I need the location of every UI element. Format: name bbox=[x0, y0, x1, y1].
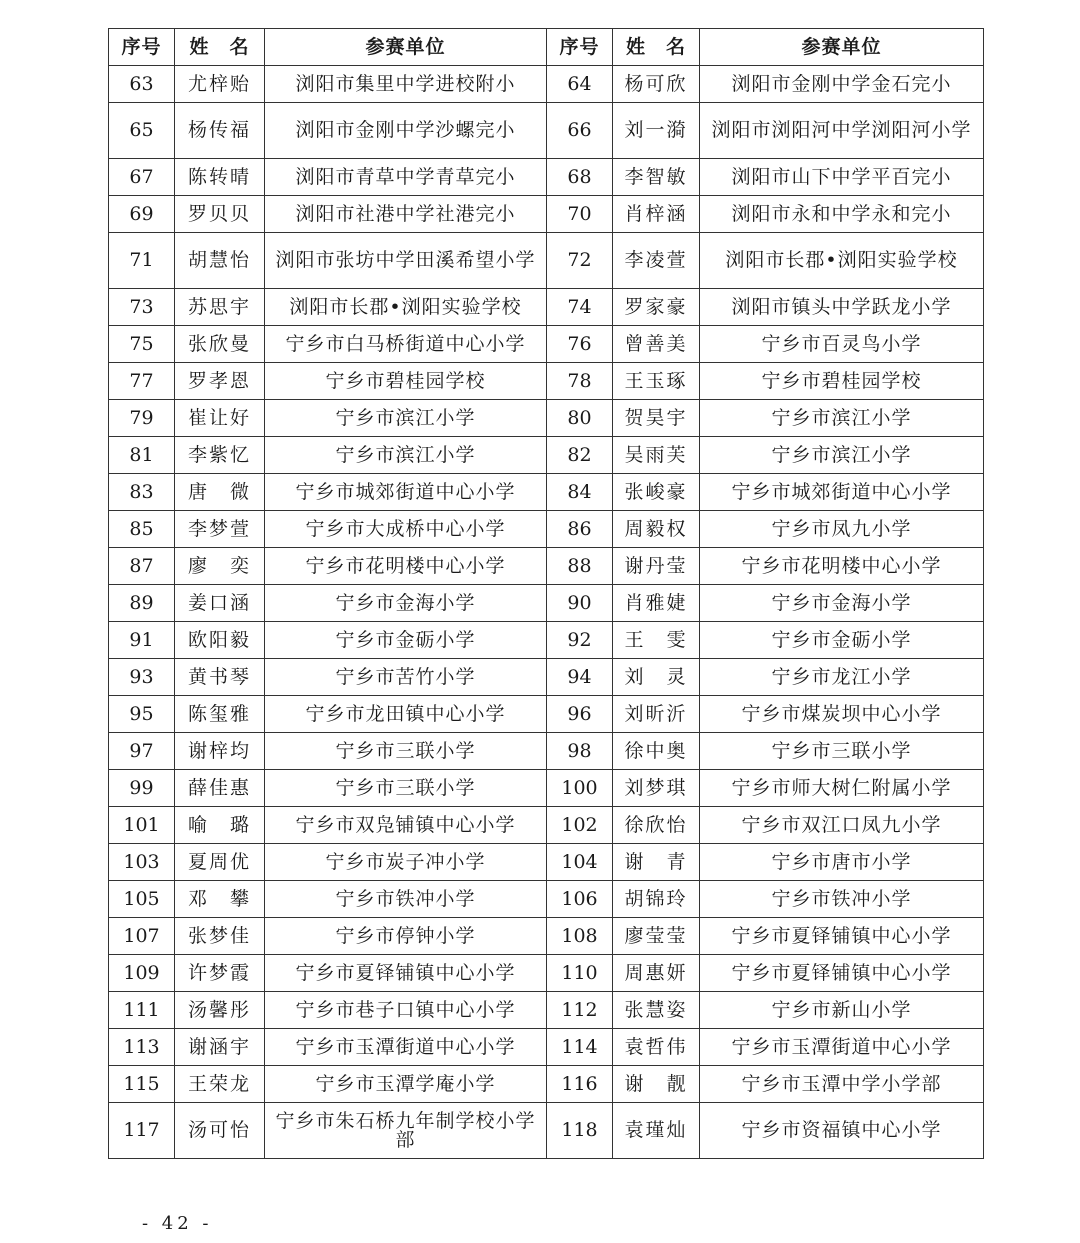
entry-number: 108 bbox=[547, 918, 613, 955]
entry-name: 崔让好 bbox=[175, 400, 265, 437]
header-name: 姓 名 bbox=[175, 29, 265, 66]
entry-unit: 浏阳市浏阳河中学浏阳河小学 bbox=[700, 103, 984, 159]
entry-unit: 宁乡市唐市小学 bbox=[700, 844, 984, 881]
entry-number: 71 bbox=[109, 233, 175, 289]
table-row bbox=[109, 955, 984, 992]
entry-name: 邓 攀 bbox=[175, 881, 265, 918]
header-name: 姓 名 bbox=[613, 29, 700, 66]
entry-name: 欧阳毅 bbox=[175, 622, 265, 659]
entry-unit: 宁乡市夏铎铺镇中心小学 bbox=[700, 955, 984, 992]
entry-number: 118 bbox=[547, 1103, 613, 1159]
entry-number: 82 bbox=[547, 437, 613, 474]
header-unit: 参赛单位 bbox=[265, 29, 547, 66]
entry-unit: 宁乡市玉潭街道中心小学 bbox=[700, 1029, 984, 1066]
entry-unit: 宁乡市夏铎铺镇中心小学 bbox=[700, 918, 984, 955]
entry-unit: 浏阳市青草中学青草完小 bbox=[265, 159, 547, 196]
entry-name: 徐欣怡 bbox=[613, 807, 700, 844]
entry-name: 汤可怡 bbox=[175, 1103, 265, 1159]
entry-number: 96 bbox=[547, 696, 613, 733]
entry-number: 93 bbox=[109, 659, 175, 696]
entry-number: 73 bbox=[109, 289, 175, 326]
entry-name: 杨传福 bbox=[175, 103, 265, 159]
entry-name: 李紫忆 bbox=[175, 437, 265, 474]
entry-name: 谢 青 bbox=[613, 844, 700, 881]
entry-unit: 宁乡市三联小学 bbox=[265, 733, 547, 770]
entry-name: 刘 灵 bbox=[613, 659, 700, 696]
entry-number: 114 bbox=[547, 1029, 613, 1066]
entry-number: 113 bbox=[109, 1029, 175, 1066]
entry-number: 72 bbox=[547, 233, 613, 289]
entry-number: 112 bbox=[547, 992, 613, 1029]
entry-name: 张慧姿 bbox=[613, 992, 700, 1029]
table-row bbox=[109, 400, 984, 437]
entry-name: 周惠妍 bbox=[613, 955, 700, 992]
header-no: 序号 bbox=[109, 29, 175, 66]
entry-unit: 浏阳市长郡•浏阳实验学校 bbox=[700, 233, 984, 289]
entry-unit: 宁乡市煤炭坝中心小学 bbox=[700, 696, 984, 733]
entry-unit: 浏阳市镇头中学跃龙小学 bbox=[700, 289, 984, 326]
entry-number: 81 bbox=[109, 437, 175, 474]
entry-unit: 宁乡市滨江小学 bbox=[265, 437, 547, 474]
entry-name: 罗孝恩 bbox=[175, 363, 265, 400]
entry-name: 张梦佳 bbox=[175, 918, 265, 955]
entry-name: 李智敏 bbox=[613, 159, 700, 196]
entry-number: 94 bbox=[547, 659, 613, 696]
entry-unit: 宁乡市铁冲小学 bbox=[700, 881, 984, 918]
entry-name: 王玉琢 bbox=[613, 363, 700, 400]
entry-unit: 浏阳市社港中学社港完小 bbox=[265, 196, 547, 233]
entry-number: 66 bbox=[547, 103, 613, 159]
entry-unit: 宁乡市玉潭学庵小学 bbox=[265, 1066, 547, 1103]
entry-number: 106 bbox=[547, 881, 613, 918]
entry-name: 吴雨芙 bbox=[613, 437, 700, 474]
table-row bbox=[109, 918, 984, 955]
entry-unit: 浏阳市长郡•浏阳实验学校 bbox=[265, 289, 547, 326]
entry-name: 胡锦玲 bbox=[613, 881, 700, 918]
entry-unit: 宁乡市花明楼中心小学 bbox=[265, 548, 547, 585]
header-unit: 参赛单位 bbox=[700, 29, 984, 66]
entry-number: 79 bbox=[109, 400, 175, 437]
entry-name: 尤梓贻 bbox=[175, 66, 265, 103]
entry-unit: 宁乡市炭子冲小学 bbox=[265, 844, 547, 881]
entry-unit: 宁乡市新山小学 bbox=[700, 992, 984, 1029]
entry-number: 116 bbox=[547, 1066, 613, 1103]
entry-number: 83 bbox=[109, 474, 175, 511]
entry-name: 袁哲伟 bbox=[613, 1029, 700, 1066]
table-row bbox=[109, 659, 984, 696]
entry-name: 黄书琴 bbox=[175, 659, 265, 696]
entry-number: 74 bbox=[547, 289, 613, 326]
entry-name: 陈转晴 bbox=[175, 159, 265, 196]
entry-unit: 宁乡市双凫铺镇中心小学 bbox=[265, 807, 547, 844]
table-row bbox=[109, 770, 984, 807]
entry-number: 65 bbox=[109, 103, 175, 159]
entry-name: 肖雅婕 bbox=[613, 585, 700, 622]
entry-unit: 浏阳市集里中学进校附小 bbox=[265, 66, 547, 103]
entry-name: 杨可欣 bbox=[613, 66, 700, 103]
entry-name: 王荣龙 bbox=[175, 1066, 265, 1103]
entry-name: 刘梦琪 bbox=[613, 770, 700, 807]
entry-number: 84 bbox=[547, 474, 613, 511]
entry-name: 汤馨彤 bbox=[175, 992, 265, 1029]
entry-name: 贺昊宇 bbox=[613, 400, 700, 437]
entry-unit: 宁乡市城郊街道中心小学 bbox=[265, 474, 547, 511]
entry-name: 李梦萱 bbox=[175, 511, 265, 548]
table-row bbox=[109, 511, 984, 548]
entry-number: 76 bbox=[547, 326, 613, 363]
entry-unit: 宁乡市龙江小学 bbox=[700, 659, 984, 696]
entry-unit: 宁乡市龙田镇中心小学 bbox=[265, 696, 547, 733]
table-row bbox=[109, 1103, 984, 1159]
entry-unit: 浏阳市张坊中学田溪希望小学 bbox=[265, 233, 547, 289]
entry-unit: 宁乡市花明楼中心小学 bbox=[700, 548, 984, 585]
table-row bbox=[109, 289, 984, 326]
table-row bbox=[109, 696, 984, 733]
entry-number: 88 bbox=[547, 548, 613, 585]
entry-unit: 浏阳市金刚中学金石完小 bbox=[700, 66, 984, 103]
entry-unit: 宁乡市夏铎铺镇中心小学 bbox=[265, 955, 547, 992]
entry-unit: 宁乡市苦竹小学 bbox=[265, 659, 547, 696]
entry-name: 夏周优 bbox=[175, 844, 265, 881]
table-header-row bbox=[109, 29, 984, 66]
entry-number: 86 bbox=[547, 511, 613, 548]
entry-unit: 宁乡市碧桂园学校 bbox=[265, 363, 547, 400]
entry-number: 68 bbox=[547, 159, 613, 196]
entry-name: 罗贝贝 bbox=[175, 196, 265, 233]
entry-unit: 宁乡市百灵鸟小学 bbox=[700, 326, 984, 363]
entry-unit: 浏阳市金刚中学沙螺完小 bbox=[265, 103, 547, 159]
entry-number: 101 bbox=[109, 807, 175, 844]
entry-number: 100 bbox=[547, 770, 613, 807]
entry-number: 80 bbox=[547, 400, 613, 437]
entry-unit: 宁乡市金海小学 bbox=[700, 585, 984, 622]
entry-number: 92 bbox=[547, 622, 613, 659]
entry-name: 谢涵宇 bbox=[175, 1029, 265, 1066]
entry-number: 70 bbox=[547, 196, 613, 233]
entry-number: 99 bbox=[109, 770, 175, 807]
table-row bbox=[109, 807, 984, 844]
entry-name: 刘一漪 bbox=[613, 103, 700, 159]
table-row bbox=[109, 103, 984, 159]
entry-number: 64 bbox=[547, 66, 613, 103]
entry-name: 胡慧怡 bbox=[175, 233, 265, 289]
entry-number: 104 bbox=[547, 844, 613, 881]
entry-unit: 宁乡市资福镇中心小学 bbox=[700, 1103, 984, 1159]
entry-name: 王 雯 bbox=[613, 622, 700, 659]
entry-unit: 宁乡市大成桥中心小学 bbox=[265, 511, 547, 548]
entry-number: 111 bbox=[109, 992, 175, 1029]
table-row bbox=[109, 437, 984, 474]
entry-unit: 宁乡市朱石桥九年制学校小学部 bbox=[265, 1103, 547, 1159]
table-row bbox=[109, 159, 984, 196]
entry-name: 肖梓涵 bbox=[613, 196, 700, 233]
entry-name: 许梦霞 bbox=[175, 955, 265, 992]
entry-number: 67 bbox=[109, 159, 175, 196]
table-row bbox=[109, 844, 984, 881]
entry-name: 徐中奥 bbox=[613, 733, 700, 770]
entry-name: 苏思宇 bbox=[175, 289, 265, 326]
table-row bbox=[109, 992, 984, 1029]
entry-name: 刘昕沂 bbox=[613, 696, 700, 733]
participants-table bbox=[108, 28, 984, 1159]
entry-unit: 宁乡市金砺小学 bbox=[265, 622, 547, 659]
entry-unit: 宁乡市滨江小学 bbox=[265, 400, 547, 437]
entry-number: 107 bbox=[109, 918, 175, 955]
entry-number: 117 bbox=[109, 1103, 175, 1159]
entry-name: 袁瑾灿 bbox=[613, 1103, 700, 1159]
table-row bbox=[109, 363, 984, 400]
entry-number: 69 bbox=[109, 196, 175, 233]
header-no: 序号 bbox=[547, 29, 613, 66]
entry-name: 罗家豪 bbox=[613, 289, 700, 326]
entry-number: 103 bbox=[109, 844, 175, 881]
entry-unit: 宁乡市凤九小学 bbox=[700, 511, 984, 548]
entry-number: 85 bbox=[109, 511, 175, 548]
entry-number: 97 bbox=[109, 733, 175, 770]
entry-unit: 宁乡市滨江小学 bbox=[700, 400, 984, 437]
entry-name: 陈玺雅 bbox=[175, 696, 265, 733]
entry-name: 张欣曼 bbox=[175, 326, 265, 363]
entry-number: 75 bbox=[109, 326, 175, 363]
entry-name: 喻 璐 bbox=[175, 807, 265, 844]
entry-unit: 浏阳市永和中学永和完小 bbox=[700, 196, 984, 233]
entry-number: 87 bbox=[109, 548, 175, 585]
page-number: - 42 - bbox=[142, 1213, 213, 1234]
entry-unit: 宁乡市金砺小学 bbox=[700, 622, 984, 659]
entry-unit: 宁乡市滨江小学 bbox=[700, 437, 984, 474]
entry-name: 姜口涵 bbox=[175, 585, 265, 622]
table-row bbox=[109, 474, 984, 511]
entry-number: 109 bbox=[109, 955, 175, 992]
entry-number: 63 bbox=[109, 66, 175, 103]
entry-name: 唐 微 bbox=[175, 474, 265, 511]
entry-name: 曾善美 bbox=[613, 326, 700, 363]
entry-number: 95 bbox=[109, 696, 175, 733]
entry-unit: 宁乡市碧桂园学校 bbox=[700, 363, 984, 400]
entry-unit: 宁乡市玉潭中学小学部 bbox=[700, 1066, 984, 1103]
entry-unit: 宁乡市三联小学 bbox=[700, 733, 984, 770]
table-row bbox=[109, 622, 984, 659]
table-row bbox=[109, 1029, 984, 1066]
entry-unit: 宁乡市白马桥街道中心小学 bbox=[265, 326, 547, 363]
entry-unit: 宁乡市巷子口镇中心小学 bbox=[265, 992, 547, 1029]
entry-name: 廖 奕 bbox=[175, 548, 265, 585]
entry-number: 115 bbox=[109, 1066, 175, 1103]
table-row bbox=[109, 548, 984, 585]
table-row bbox=[109, 1066, 984, 1103]
entry-unit: 宁乡市玉潭街道中心小学 bbox=[265, 1029, 547, 1066]
entry-name: 李凌萱 bbox=[613, 233, 700, 289]
entry-name: 周毅权 bbox=[613, 511, 700, 548]
entry-number: 105 bbox=[109, 881, 175, 918]
entry-unit: 宁乡市城郊街道中心小学 bbox=[700, 474, 984, 511]
entry-name: 谢梓均 bbox=[175, 733, 265, 770]
entry-unit: 宁乡市师大树仁附属小学 bbox=[700, 770, 984, 807]
entry-name: 廖莹莹 bbox=[613, 918, 700, 955]
entry-number: 91 bbox=[109, 622, 175, 659]
table-row bbox=[109, 233, 984, 289]
entry-number: 90 bbox=[547, 585, 613, 622]
entry-unit: 宁乡市金海小学 bbox=[265, 585, 547, 622]
entry-unit: 浏阳市山下中学平百完小 bbox=[700, 159, 984, 196]
entry-number: 102 bbox=[547, 807, 613, 844]
entry-name: 张峻豪 bbox=[613, 474, 700, 511]
entry-number: 78 bbox=[547, 363, 613, 400]
entry-unit: 宁乡市三联小学 bbox=[265, 770, 547, 807]
entry-number: 110 bbox=[547, 955, 613, 992]
table-row bbox=[109, 733, 984, 770]
entry-name: 谢丹莹 bbox=[613, 548, 700, 585]
entry-unit: 宁乡市铁冲小学 bbox=[265, 881, 547, 918]
entry-name: 薛佳惠 bbox=[175, 770, 265, 807]
entry-unit: 宁乡市停钟小学 bbox=[265, 918, 547, 955]
entry-number: 89 bbox=[109, 585, 175, 622]
entry-name: 谢 靓 bbox=[613, 1066, 700, 1103]
entry-unit: 宁乡市双江口凤九小学 bbox=[700, 807, 984, 844]
entry-number: 77 bbox=[109, 363, 175, 400]
entry-number: 98 bbox=[547, 733, 613, 770]
table-row bbox=[109, 326, 984, 363]
table-row bbox=[109, 585, 984, 622]
table-row bbox=[109, 196, 984, 233]
table-row bbox=[109, 66, 984, 103]
table-row bbox=[109, 881, 984, 918]
